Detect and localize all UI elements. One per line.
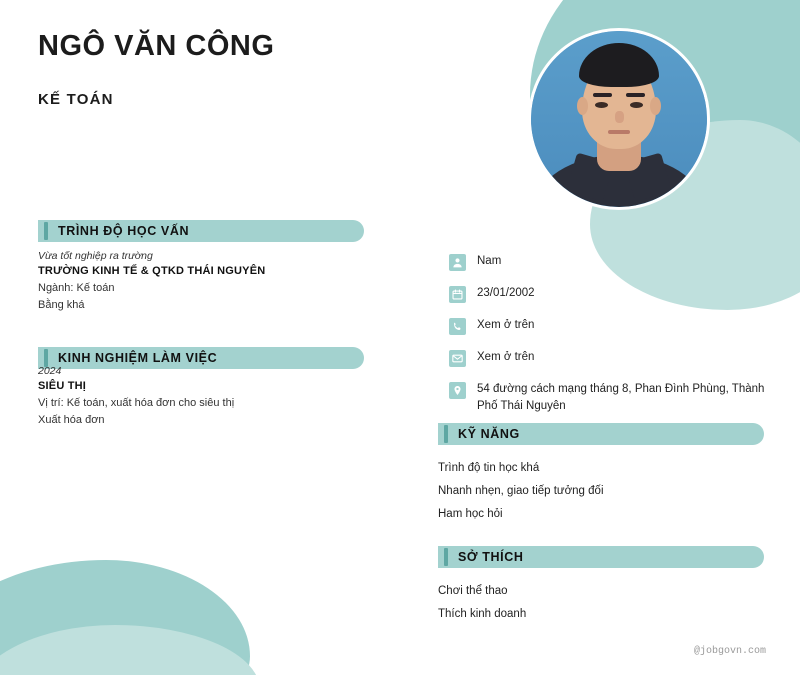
education-organization: TRƯỜNG KINH TẾ & QTKD THÁI NGUYÊN	[38, 265, 266, 277]
calendar-icon	[449, 286, 466, 303]
location-icon	[449, 382, 466, 399]
decorative-blob-bottom-left-primary	[0, 560, 250, 675]
watermark: @jobgovn.com	[693, 646, 766, 657]
education-detail: Bằng khá	[38, 299, 85, 311]
section-title-skills: KỸ NĂNG	[458, 427, 520, 441]
list-item	[449, 349, 769, 367]
skills-list	[438, 462, 768, 531]
section-title-education: TRÌNH ĐỘ HỌC VẤN	[58, 224, 190, 238]
list-item: Thích kinh doanh	[438, 608, 527, 620]
contact-address: 54 đường cách mạng tháng 8, Phan Đình Phùng, Thành Phố Thái Nguyên	[477, 383, 765, 412]
experience-entry	[38, 365, 368, 426]
experience-organization: SIÊU THỊ	[38, 380, 87, 392]
education-meta: Vừa tốt nghiệp ra trường	[38, 250, 153, 262]
experience-detail: Xuất hóa đơn	[38, 414, 105, 426]
left-column	[38, 250, 368, 440]
contact-email: Xem ở trên	[477, 351, 535, 363]
phone-icon	[449, 318, 466, 335]
list-item	[449, 317, 769, 335]
list-item: Nhanh nhẹn, giao tiếp tưởng đối	[438, 485, 604, 497]
avatar-image	[531, 31, 707, 207]
section-title-experience: KINH NGHIỆM LÀM VIỆC	[58, 351, 218, 365]
contact-phone: Xem ở trên	[477, 319, 535, 331]
experience-detail: Vị trí: Kế toán, xuất hóa đơn cho siêu thị	[38, 397, 235, 409]
section-accent-bar	[444, 425, 448, 443]
section-header-interests	[438, 546, 764, 568]
education-detail: Ngành: Kế toán	[38, 282, 115, 294]
email-icon	[449, 350, 466, 367]
candidate-job-title: KẾ TOÁN	[38, 91, 114, 108]
decorative-blob-bottom-left-secondary	[0, 625, 260, 675]
interests-list	[438, 585, 768, 631]
avatar	[528, 28, 710, 210]
contact-birthdate: 23/01/2002	[477, 287, 535, 299]
list-item	[449, 285, 769, 303]
contact-gender: Nam	[477, 255, 502, 267]
list-item	[449, 253, 769, 271]
section-accent-bar	[44, 222, 48, 240]
education-entry	[38, 250, 368, 311]
section-header-education	[38, 220, 364, 242]
experience-meta: 2024	[38, 365, 62, 377]
contact-list	[449, 253, 769, 428]
person-icon	[449, 254, 466, 271]
list-item: Chơi thể thao	[438, 585, 508, 597]
section-accent-bar	[444, 548, 448, 566]
list-item: Trình độ tin học khá	[438, 462, 540, 474]
section-header-skills	[438, 423, 764, 445]
section-title-interests: SỞ THÍCH	[458, 550, 524, 564]
list-item: Ham học hỏi	[438, 508, 503, 520]
candidate-name: NGÔ VĂN CÔNG	[38, 30, 275, 62]
list-item	[449, 381, 769, 414]
